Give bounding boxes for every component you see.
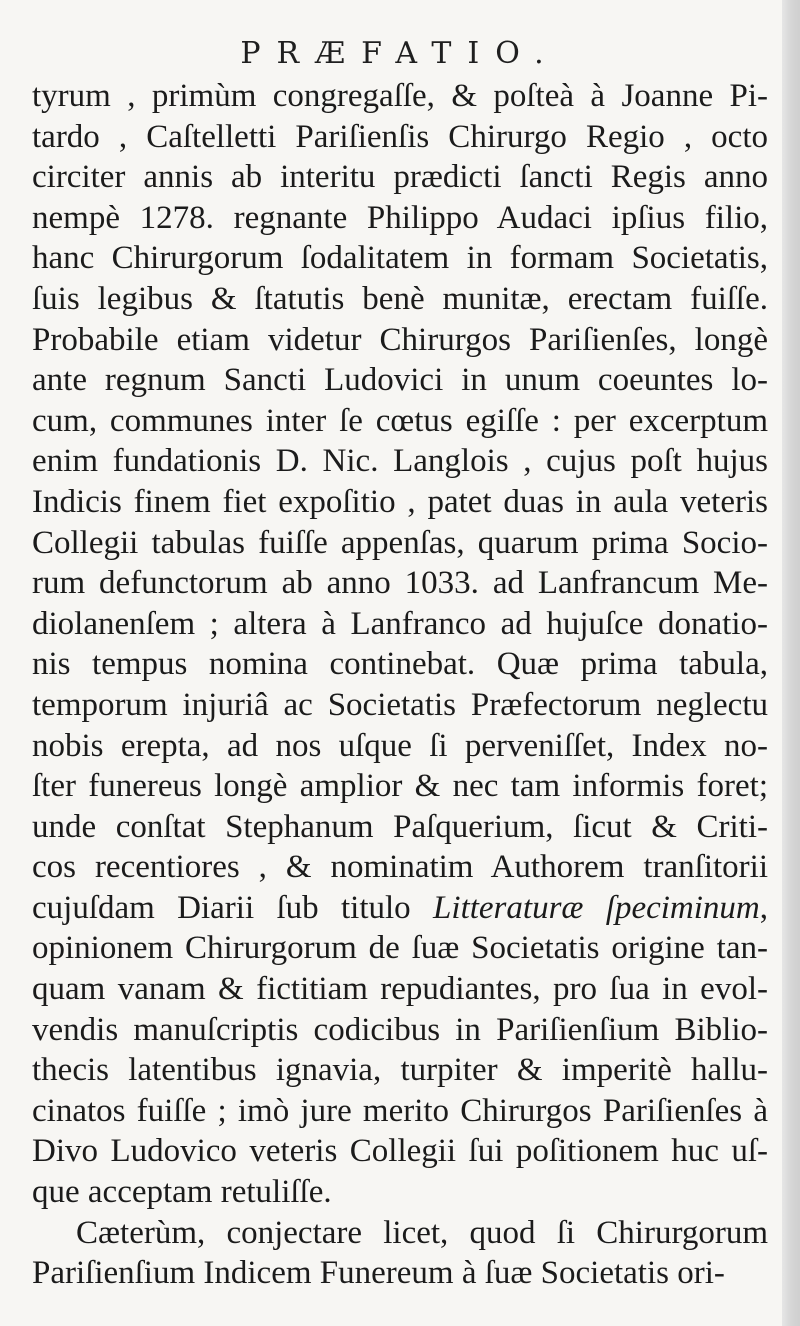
text-line: cos recentiores , & nominatim Authorem tranſitorii: [32, 849, 768, 886]
text-line: enim fundationis D. Nic. Langlois , cujus poſt hujus: [32, 443, 768, 480]
text-line: ſter funereus longè amplior & nec tam informis foret;: [32, 768, 768, 805]
text-line: unde conſtat Stephanum Paſquerium, ſicut & Criti-: [32, 808, 768, 845]
text-line: thecis latentibus ignavia, turpiter & imperitè hallu-: [32, 1052, 768, 1089]
body-text: [32, 76, 768, 1294]
text-line: cujuſdam Diarii ſub titulo Litteraturæ ſpeciminum,: [32, 889, 768, 926]
text-line: Indicis finem fiet expoſitio , patet duas in aula veteris: [32, 483, 768, 520]
text-line: opinionem Chirurgorum de ſuæ Societatis origine tan-: [32, 930, 768, 967]
text-line: temporum injuriâ ac Societatis Præfectorum neglectu: [32, 686, 768, 723]
text-line: diolanenſem ; altera à Lanfranco ad hujuſce donatio-: [32, 605, 768, 642]
text-line: ſuis legibus & ſtatutis benè munitæ, erectam fuiſſe.: [32, 280, 768, 317]
text-line: cum, communes inter ſe cœtus egiſſe : per excerptum: [32, 402, 768, 439]
text-line: tyrum , primùm congregaſſe, & poſteà à Joanne Pi-: [32, 78, 768, 114]
text-line: Cæterùm, conjectare licet, quod ſi Chirurgorum: [76, 1214, 768, 1251]
text-line: Collegii tabulas fuiſſe appenſas, quarum prima Socio-: [32, 524, 768, 561]
text-line: que acceptam retuliſſe.: [32, 1174, 332, 1211]
italic-title: Litteraturæ ſpeciminum: [433, 889, 760, 926]
text-line: vendis manuſcriptis codicibus in Pariſienſium Biblio-: [32, 1011, 768, 1048]
running-header: PRÆFATIO.: [240, 36, 560, 71]
text-line: nis tempus nomina continebat. Quæ prima tabula,: [32, 646, 768, 683]
text-line: circiter annis ab interitu prædicti ſancti Regis anno: [32, 159, 768, 196]
text-line: Probabile etiam videtur Chirurgos Pariſienſes, longè: [32, 321, 768, 358]
text-line: tardo , Caſtelletti Pariſienſis Chirurgo Regio , octo: [32, 118, 768, 155]
text-line: Pariſienſium Indicem Funereum à ſuæ Societatis ori-: [32, 1255, 725, 1292]
text-line: quam vanam & fictitiam repudiantes, pro ſua in evol-: [32, 971, 768, 1008]
text-line: nobis erepta, ad nos uſque ſi perveniſſet, Index no-: [32, 727, 768, 764]
text-line: hanc Chirurgorum ſodalitatem in formam Societatis,: [32, 240, 768, 277]
text-line: Divo Ludovico veteris Collegii ſui poſitionem huc uſ-: [32, 1133, 768, 1170]
text-line: nempè 1278. regnante Philippo Audaci ipſius filio,: [32, 199, 768, 236]
page-edge: [782, 0, 800, 1326]
text-line: cinatos fuiſſe ; imò jure merito Chirurgos Pariſienſes à: [32, 1092, 768, 1129]
text-line: ante regnum Sancti Ludovici in unum coeuntes lo-: [32, 362, 768, 399]
text-line: rum defunctorum ab anno 1033. ad Lanfrancum Me-: [32, 565, 768, 602]
